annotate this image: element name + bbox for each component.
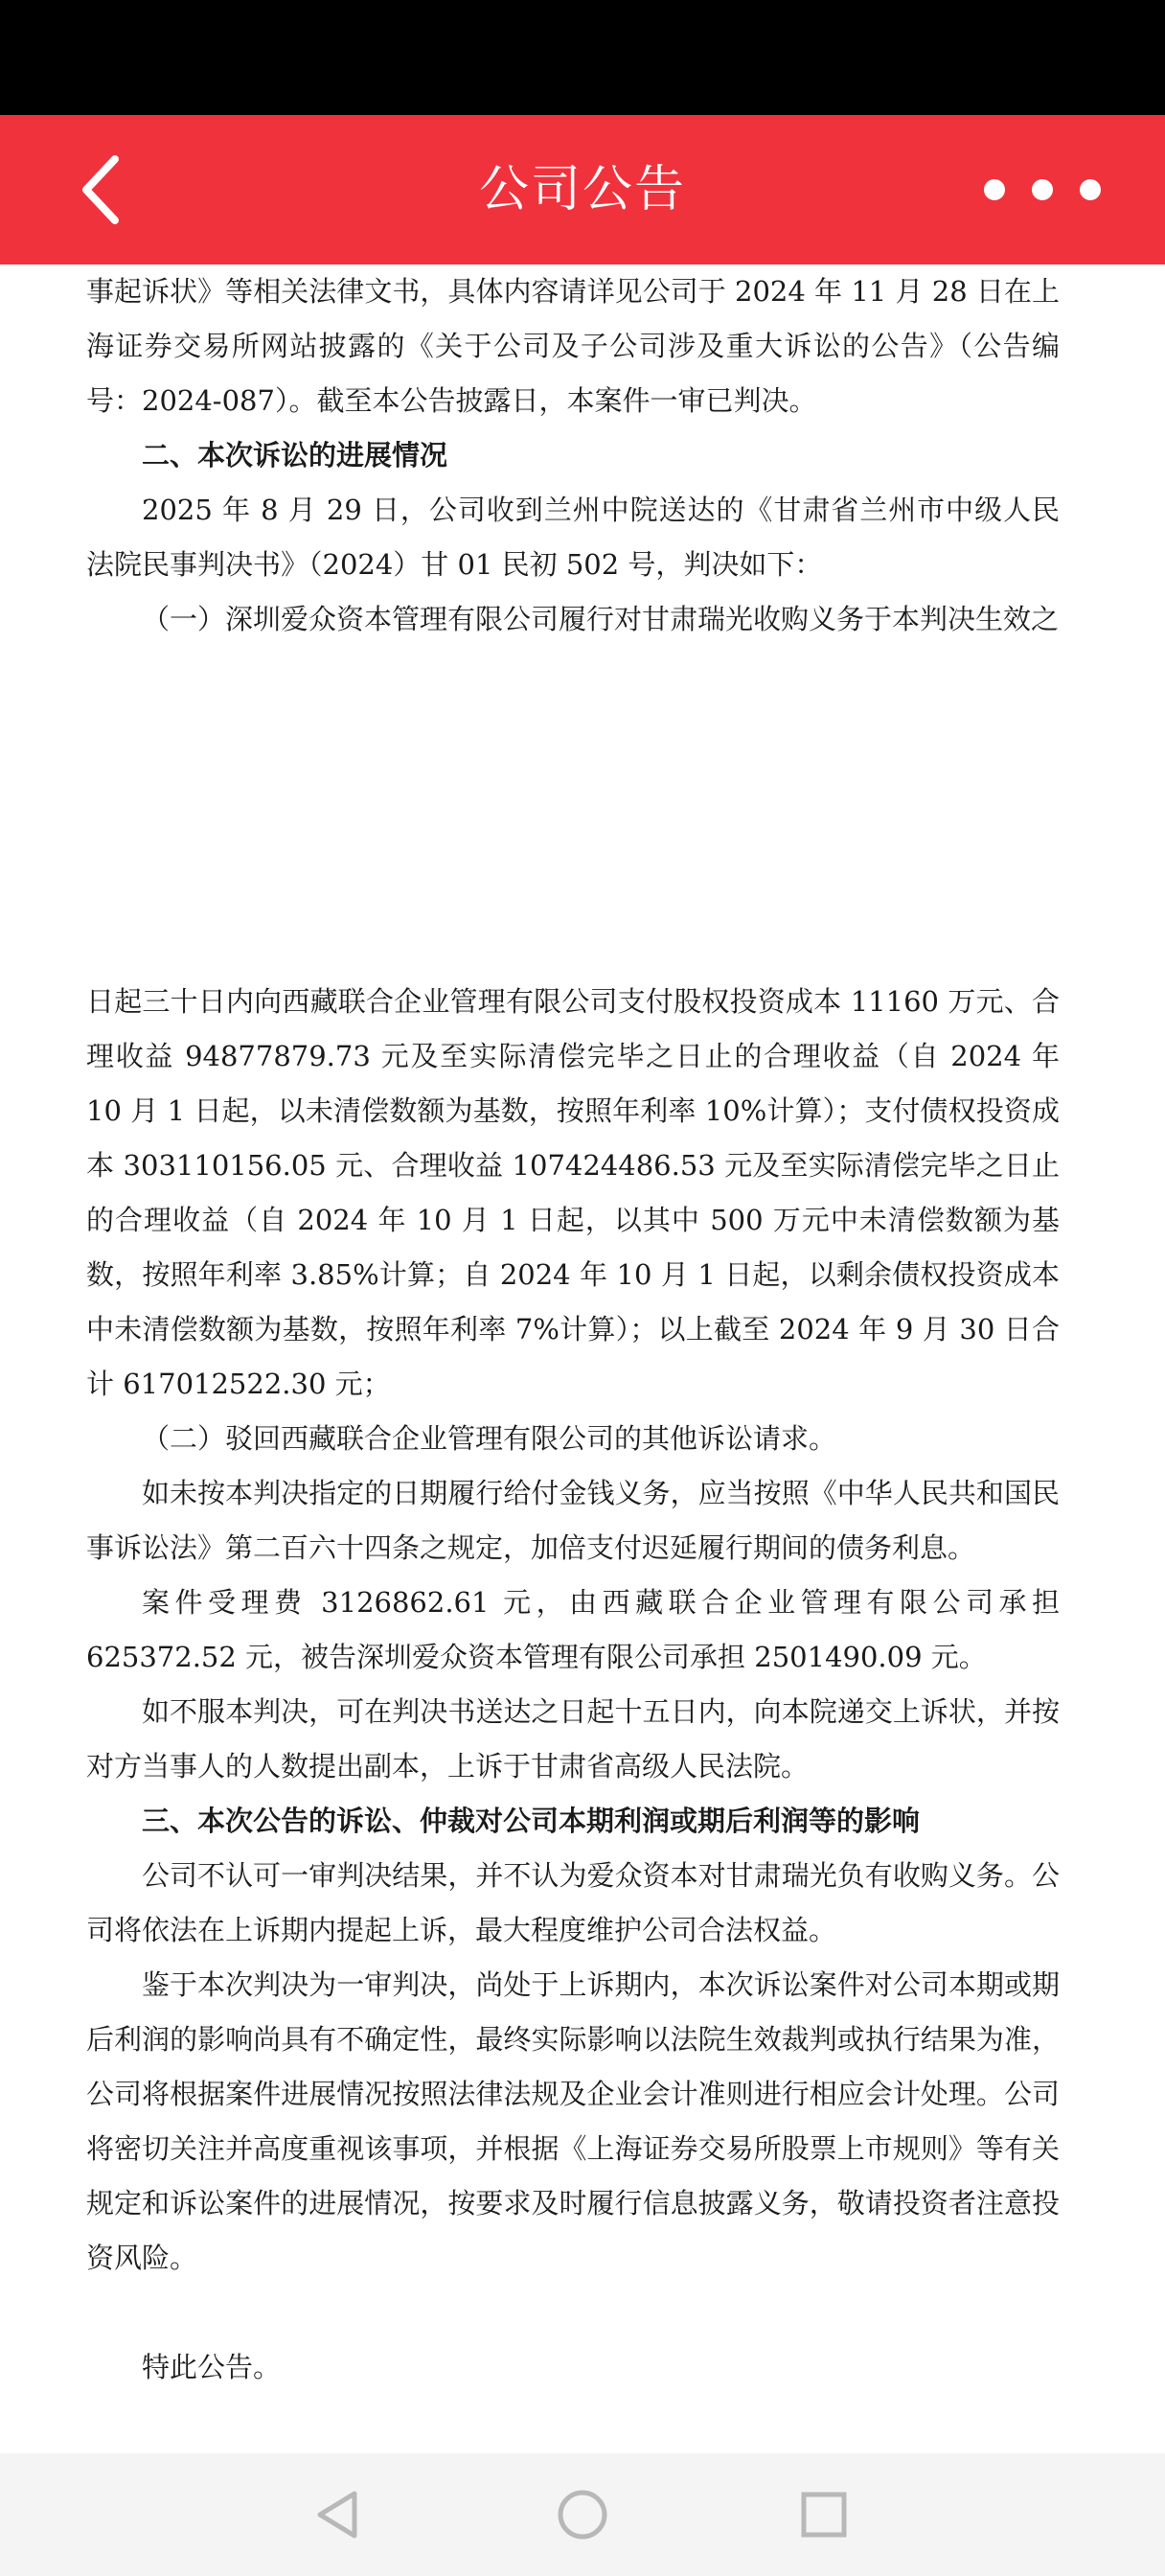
nav-home-button[interactable]	[544, 2476, 621, 2553]
paragraph: 事起诉状》等相关法律文书，具体内容请详见公司于 2024 年 11 月 28 日在上海证券交易所网站披露的《关于公司及子公司涉及重大诉讼的公告》（公告编号：2024-087）。截至本公告披露日，本案件一审已判决。	[86, 275, 1060, 417]
closing-line: 特此公告。	[142, 2351, 282, 2383]
more-horizontal-icon	[966, 161, 1119, 218]
paragraph: 鉴于本次判决为一审判决，尚处于上诉期内，本次诉讼案件对公司本期或期后利润的影响尚具有不确定性，最终实际影响以法院生效裁判或执行结果为准，公司将根据案件进展情况按照法律法规及企业会计准则进行相应会计处理。公司将密切关注并高度重视该事项，并根据《上海证券交易所股票上市规则》等有关规定和诉讼案件的进展情况，按要求及时履行信息披露义务，敬请投资者注意投资风险。	[86, 1968, 1060, 2274]
app-header	[0, 115, 1165, 264]
blank-gap	[86, 647, 1060, 975]
nav-back-button[interactable]	[301, 2476, 377, 2553]
page-title: 公司公告	[478, 161, 686, 218]
chevron-left-icon	[67, 151, 144, 228]
nav-recents-button[interactable]	[786, 2476, 862, 2553]
paragraph: 如未按本判决指定的日期履行给付金钱义务，应当按照《中华人民共和国民事诉讼法》第二百六十四条之规定，加倍支付迟延履行期间的债务利息。	[86, 1477, 1060, 1564]
paragraph: 2025 年 8 月 29 日，公司收到兰州中院送达的《甘肃省兰州市中级人民法院民事判决书》（2024）甘 01 民初 502 号，判决如下：	[86, 494, 1060, 581]
paragraph: 日起三十日内向西藏联合企业管理有限公司支付股权投资成本 11160 万元、合理收益 94877879.73 元及至实际清偿完毕之日止的合理收益（自 2024 年 10 月 1 日起，以未清偿数额为基数，按照年利率 10%计算）；支付债权投资成本 303110156.05 元、合理收益 107424486.53 元及至实际清偿完毕之日止的合理收益（自 2024 年 10 月 1 日起，以其中 500 万元中未清偿数额为基数，按照年利率 3.85%计算；自 2024 年 10 月 1 日起，以剩余债权投资成本中未清偿数额为基数，按照年利率 7%计算）；以上截至 2024 年 9 月 30 日合计 617012522.30 元；	[86, 985, 1060, 1400]
announcement-body	[86, 264, 1060, 2497]
system-nav-bar	[0, 2453, 1165, 2576]
paragraph: 公司不认可一审判决结果，并不认为爱众资本对甘肃瑞光负有收购义务。公司将依法在上诉期内提起上诉，最大程度维护公司合法权益。	[86, 1859, 1060, 1946]
status-bar	[0, 0, 1165, 115]
triangle-back-icon	[301, 2476, 377, 2553]
more-button[interactable]	[966, 161, 1119, 218]
paragraph: （一）深圳爱众资本管理有限公司履行对甘肃瑞光收购义务于本判决生效之	[142, 603, 1060, 635]
paragraph: 案件受理费 3126862.61 元，由西藏联合企业管理有限公司承担 625372.52 元，被告深圳爱众资本管理有限公司承担 2501490.09 元。	[86, 1586, 1060, 1673]
paragraph: 如不服本判决，可在判决书送达之日起十五日内，向本院递交上诉状，并按对方当事人的人数提出副本，上诉于甘肃省高级人民法院。	[86, 1695, 1060, 1782]
paragraph: （二）驳回西藏联合企业管理有限公司的其他诉讼请求。	[142, 1422, 837, 1455]
section-heading: 三、本次公告的诉讼、仲裁对公司本期利润或期后利润等的影响	[142, 1805, 921, 1837]
section-heading: 二、本次诉讼的进展情况	[142, 439, 448, 472]
circle-home-icon	[544, 2476, 621, 2553]
square-recents-icon	[786, 2476, 862, 2553]
blank-gap	[86, 2286, 1060, 2340]
back-button[interactable]	[67, 151, 144, 228]
blank-gap	[86, 2395, 1060, 2443]
